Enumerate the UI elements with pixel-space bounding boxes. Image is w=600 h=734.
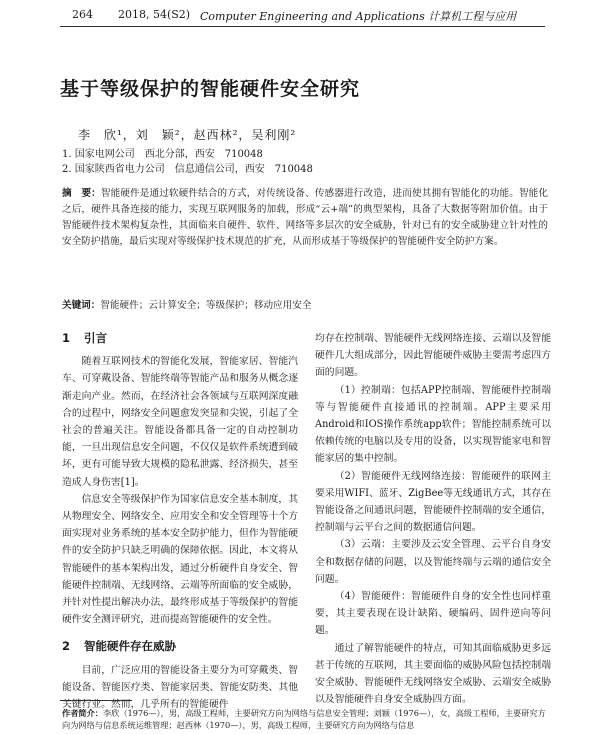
section-heading-threats [62,638,298,655]
abstract-label: 摘 要： [62,188,101,199]
right-paragraph-3: （2）智能硬件无线网络连接：智能硬件的联网主要采用WIFI、蓝牙、ZigBee等无线通讯方式，其存在智能设备之间通讯问题，智能硬件控制端的安全通信，控制端与云平台之间的数据通信问题。 [315,470,551,534]
abstract-text: 智能硬件是通过软硬件结合的方式，对传统设备、传感器进行改造，进而使其拥有智能化的功能。智能化之后，硬件具备连接的能力，实现互联网服务的加载，形成“云+端”的典型架构，具备了大数据等附加价值。由于智能硬件技术架构复杂性，其面临来自硬件、软件、网络等多层次的安全威胁，针对已有的安全威胁建立针对性的安全防护措施，最后实现对等级保护技术规范的扩充，从而形成基于等级保护的智能硬件安全防护方案。 [62,188,548,247]
affiliation-1: 1. 国家电网公司 西北分部，西安 710048 [62,149,263,160]
section-title: 智能硬件存在威胁 [84,639,177,654]
section-title: 引言 [84,331,108,345]
affiliation-2: 2. 国家陕西省电力公司 信息通信公司，西安 710048 [62,164,313,175]
footnote-label: 作者简介： [62,708,103,718]
running-header [0,0,600,30]
right-column [315,330,551,708]
right-paragraph-1: 均存在控制端、智能硬件无线网络连接、云端以及智能硬件几大组成部分，因此智能硬件威胁主要需考虑四方面的问题。 [315,333,551,379]
abstract [62,186,548,250]
right-paragraph-6: 通过了解智能硬件的特点，可知其面临威胁更多远甚于传统的互联网，其主要面临的威胁风险包括控制端安全威胁、智能硬件无线网络安全威胁、云端安全威胁以及智能硬件自身安全威胁四方面。 [315,642,551,706]
left-column [62,330,298,713]
footnote-rule [60,700,132,701]
section-heading-intro [62,330,298,347]
keywords-text: 智能硬件；云计算安全；等级保护；移动应用安全 [100,300,312,311]
year-volume: 2018, 54(S2) [118,8,191,21]
page-number: 264 [72,8,93,21]
right-paragraph-4: （3）云端：主要涉及云安全管理、云平台自身安全和数据存储的问题，以及智能终端与云端的通信安全问题。 [315,539,551,585]
author-footnote [62,707,548,731]
keywords-label: 关键词： [62,300,101,311]
paper-title: 基于等级保护的智能硬件安全研究 [60,78,361,100]
section-number: 2 [62,639,71,654]
threats-paragraph: 目前，广泛应用的智能设备主要分为可穿戴类、智能设备、智能医疗类、智能家居类、智能安防类、其他关键行业。然而，几乎所有的智能硬件 [62,664,298,711]
intro-paragraph-2: 信息安全等级保护作为国家信息安全基本制度，其从物理安全、网络安全、应用安全和安全管理等十个方面实现对业务系统的基本安全防护能力，但作为智能硬件的安全防护只缺乏明确的保障依据。因此，本文将从智能硬件的基本架构出发，通过分析硬件自身安全、智能硬件控制端、无线网络、云端等所面临的安全威胁，并针对性提出解决办法，最终形成基于等级保护的智能硬件安全测评研究，进而提高智能硬件的安全性。 [62,493,298,626]
header-rule [60,26,545,27]
right-paragraph-2: （1）控制端：包括APP控制端、智能硬件控制端等与智能硬件直接通讯的控制端。APP主要采用Android和IOS操作系统app软件；智能控制系统可以依赖传统的电脑以及专用的设备，以实现智能家电和智能家居的集中控制。 [315,384,551,465]
footnote-text: 李欣（1976—），男，高级工程师，主要研究方向为网络与信息安全管理；刘颖（1976—），女，高级工程师，主要研究方向为网络与信息系统运维管理；赵西林（1970—），男，高级工程师，主要研究方向为网络与信息 [62,708,546,730]
right-paragraph-5: （4）智能硬件：智能硬件自身的安全性也同样重要，其主要表现在设计缺陷、硬编码、固件逆向等问题。 [315,591,551,637]
journal-name: Computer Engineering and Applications 计算机工程与应用 [200,10,517,23]
author-list: 李 欣¹，刘 颖²，赵西林²，吴利刚² [78,128,297,142]
keywords [62,297,548,311]
section-number: 1 [62,331,71,345]
intro-paragraph-1: 随着互联网技术的智能化发展，智能家居、智能汽车、可穿戴设备、智能终端等智能产品和服务从概念逐渐走向产业。然而，在经济社会各领域与互联网深度融合的过程中，网络安全问题愈发突显和尖锐，引起了全社会的普遍关注。智能设备都具备一定的自动控制功能，一旦出现信息安全问题，不仅仅是软件系统遭到破坏，更有可能导致大规模的隐私泄露、经济损失，甚至造成人身伤害[1]。 [62,356,298,488]
